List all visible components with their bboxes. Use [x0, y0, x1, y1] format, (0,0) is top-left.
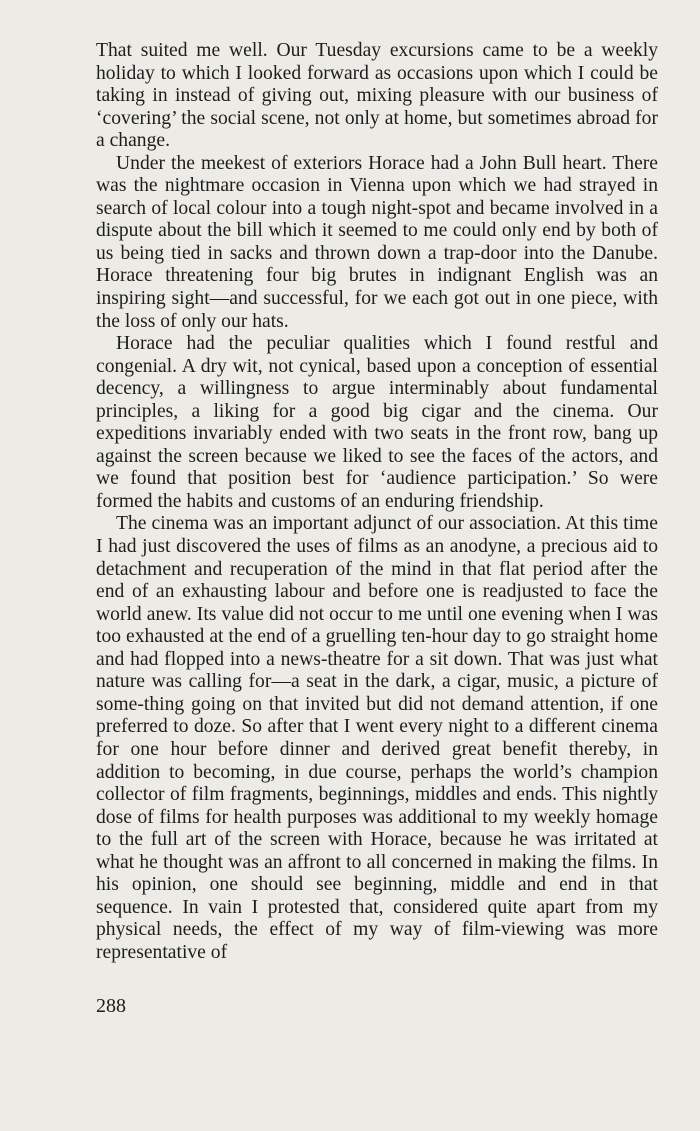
- paragraph-4: The cinema was an important adjunct of our association. At this time I had just discovered the uses of films as an anodyne, a precious aid to detachment and recuperation of the mind in that flat period after the end of an exhausting labour and before one is readjusted to face the world anew. Its value did not occur to me until one evening when I was too exhausted at the end of a gruelling ten-hour day to go straight home and had flopped into a news-theatre for a sit down. That was just what nature was calling for—a seat in the dark, a cigar, music, a picture of some-thing going on that invited but did not demand attention, if one preferred to doze. So after that I went every night to a different cinema for one hour before dinner and derived great benefit thereby, in addition to becoming, in due course, perhaps the world’s champion collector of film fragments, beginnings, middles and ends. This nightly dose of films for health purposes was additional to my weekly homage to the full art of the screen with Horace, because he was irritated at what he thought was an affront to all concerned in making the films. In his opinion, one should see beginning, middle and end in that sequence. In vain I protested that, considered quite apart from my physical needs, the effect of my way of film-viewing was more representative of: [96, 513, 658, 963]
- body-text: [96, 40, 658, 964]
- paragraph-1: That suited me well. Our Tuesday excursions came to be a weekly holiday to which I looked forward as occasions upon which I could be taking in instead of giving out, mixing pleasure with our business of ‘covering’ the social scene, not only at home, but sometimes abroad for a change.: [96, 40, 658, 152]
- paragraph-2: Under the meekest of exteriors Horace had a John Bull heart. There was the nightmare occasion in Vienna upon which we had strayed in search of local colour into a tough night-spot and became involved in a dispute about the bill which it seemed to me could only end by both of us being tied in sacks and thrown down a trap-door into the Danube. Horace threatening four big brutes in indignant English was an inspiring sight—and successful, for we each got out in one piece, with the loss of only our hats.: [96, 152, 658, 332]
- paragraph-3: Horace had the peculiar qualities which I found restful and congenial. A dry wit, not cynical, based upon a conception of essential decency, a willingness to argue interminably about fundamental principles, a liking for a good big cigar and the cinema. Our expeditions invariably ended with two seats in the front row, bang up against the screen because we liked to see the faces of the actors, and we found that position best for ‘audience participation.’ So were formed the habits and customs of an enduring friendship.: [96, 333, 658, 512]
- page-number: 288: [96, 995, 126, 1017]
